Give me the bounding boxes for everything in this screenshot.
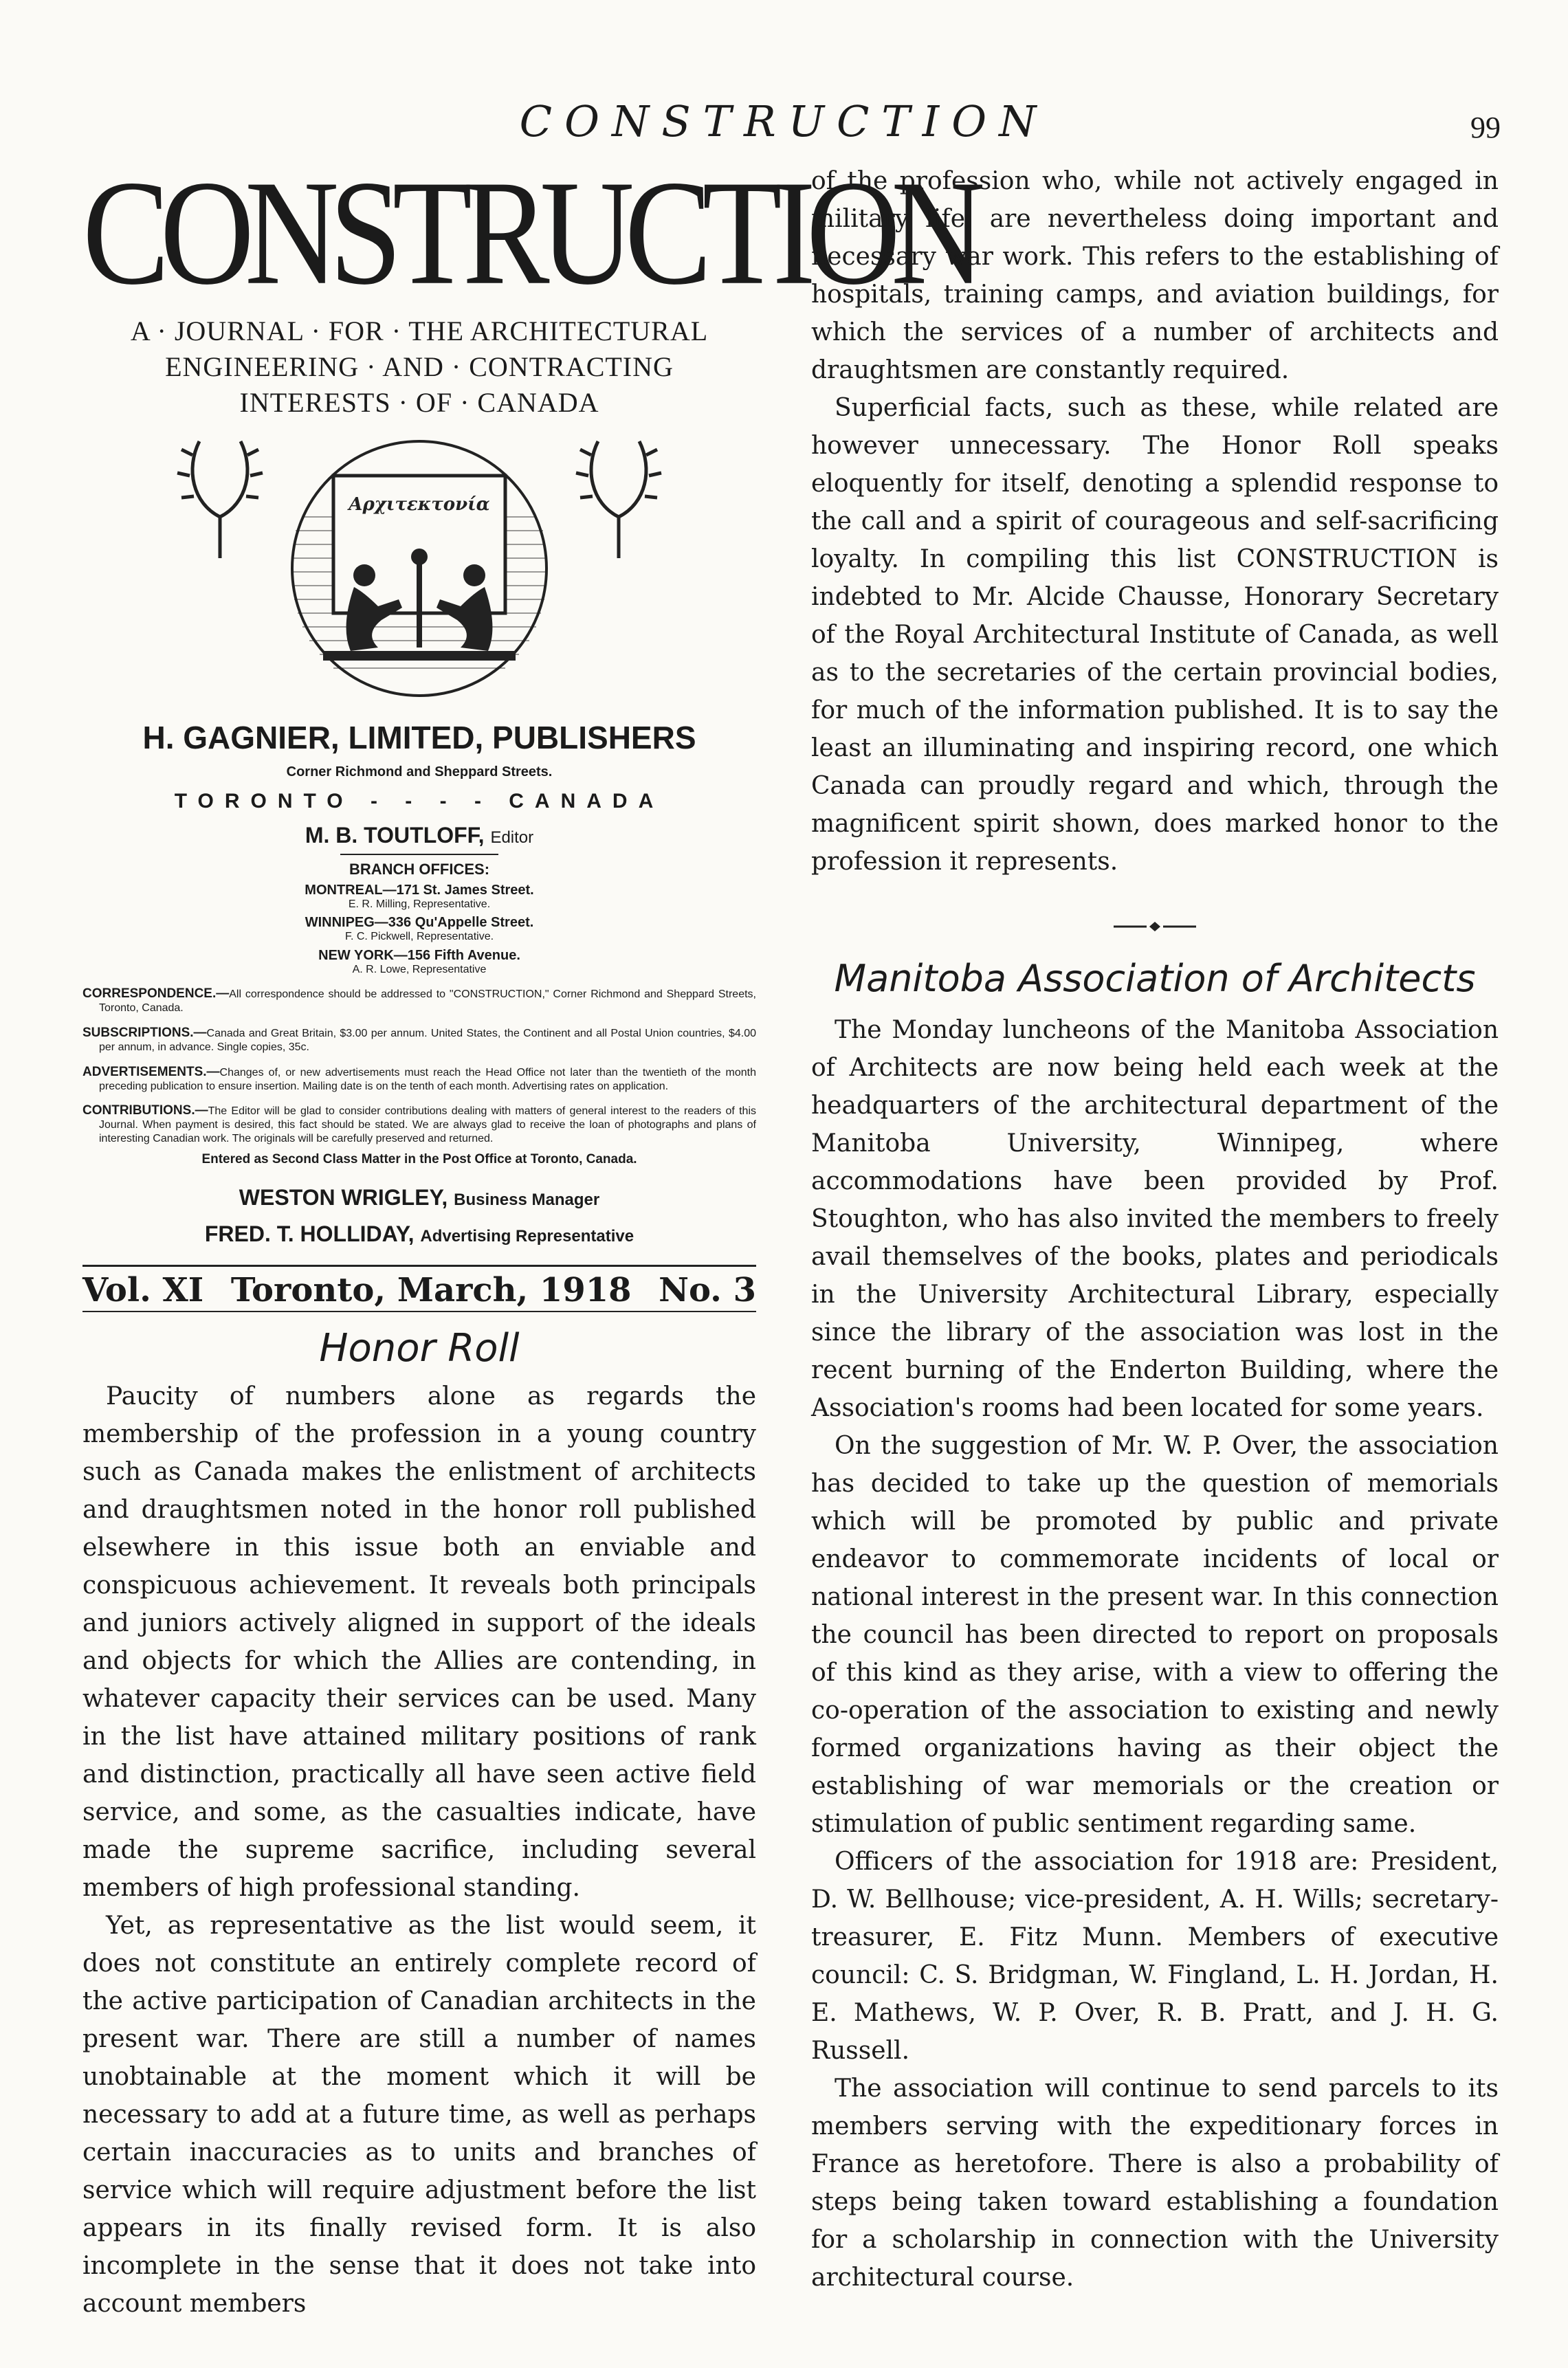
honor-roll-paragraph: Yet, as representative as the list would seem, it does not constitute an entirely complete record of the active participation of Canadian architects in the present war. There are still a number of names unobtainable at the moment which it will be necessary to add at a future time, as well as perhaps certain inaccuracies as to units and branches of service which will require adjustment before the list appears in its finally revised form. It is also incomplete in the sense that it does not take into account members — [82, 1912, 756, 2319]
divider — [82, 1311, 756, 1312]
publisher-city: TORONTO - - - - CANADA — [174, 790, 665, 812]
notice-label: CONTRIBUTIONS.— — [82, 1103, 208, 1118]
notice-contributions — [82, 1103, 756, 1145]
honor-roll-heading: Honor Roll — [319, 1326, 520, 1371]
page-number: 99 — [1470, 111, 1501, 144]
branch-city: WINNIPEG—336 Qu'Appelle Street. — [305, 915, 534, 931]
notice-label: SUBSCRIPTIONS.— — [82, 1025, 207, 1040]
ornament-icon — [1114, 920, 1196, 933]
emblem-inscription: Αρχιτεκτονία — [349, 494, 490, 515]
branch-office — [82, 948, 756, 976]
notice-subscriptions — [82, 1025, 756, 1054]
divider — [340, 854, 498, 855]
editor-role: Editor — [490, 828, 534, 847]
issue-line — [82, 1267, 756, 1311]
business-manager-role: Business Manager — [454, 1191, 600, 1210]
running-head: CONSTRUCTION — [519, 96, 1049, 146]
business-manager-credit — [82, 1185, 756, 1210]
manitoba-paragraph: On the suggestion of Mr. W. P. Over, the association has decided to take up the question of memorials which will be promoted by public and private endeavor to commemorate incidents of local or national interest in the present war. In this connection the council has been directed to report on proposals of this kind as they arise, with a view to offering the co-operation of the association to existing and newly formed organizations having as their object the establishing of war memorials or the creation or stimulation of public sentiment regarding same. — [811, 1432, 1499, 1838]
branch-representative: A. R. Lowe, Representative — [352, 963, 487, 975]
notice-correspondence — [82, 986, 756, 1015]
branch-representative: E. R. Milling, Representative. — [348, 898, 491, 910]
masthead-tagline — [82, 313, 756, 421]
notice-text: Changes of, or new advertisements must reach the Head Office not later than the twentieth of the month preceding publication to ensure insertion. Mailing date is on the tenth of each month. Advertising rates on application. — [99, 1066, 756, 1092]
tagline-line: A · JOURNAL · FOR · THE ARCHITECTURAL — [130, 316, 709, 346]
notice-advertisements — [82, 1064, 756, 1094]
notice-text: The Editor will be glad to consider contributions dealing with matters of general interest to the readers of this Journal. When payment is desired, this fact should be stated. We are always glad to receive the loan of photographs and plans of interesting Canadian work. The originals will be carefully preserved and returned. — [99, 1105, 756, 1144]
business-manager-name: WESTON WRIGLEY, — [239, 1185, 448, 1210]
advertising-rep-credit — [82, 1221, 756, 1247]
advertising-rep-name: FRED. T. HOLLIDAY, — [204, 1221, 415, 1247]
notice-text: All correspondence should be addressed to "CONSTRUCTION," Corner Richmond and Sheppard Streets, Toronto, Canada. — [99, 988, 756, 1015]
tagline-line: INTERESTS · OF · CANADA — [239, 387, 599, 418]
masthead-emblem-illustration — [158, 428, 681, 702]
publisher-name: H. GAGNIER, LIMITED, PUBLISHERS — [142, 720, 696, 755]
honor-roll-paragraph: Paucity of numbers alone as regards the membership of the profession in a young country such as Canada makes the enlistment of architects and draughtsmen noted in the honor roll published elsewhere in this issue both an enviable and conspicuous achievement. It reveals both principals and juniors actively aligned in support of the ideals and objects for which the Allies are contending, in whatever capacity their services can be used. Many in the list have attained military positions of rank and distinction, practically all have seen active field service, and some, as the casualties indicate, have made the supreme sacrifice, including several members of high professional standing. — [82, 1382, 756, 1903]
editor-credit — [82, 823, 756, 848]
issue-number: No. 3 — [659, 1271, 756, 1310]
tagline-line: ENGINEERING · AND · CONTRACTING — [165, 351, 674, 382]
publisher-address: Corner Richmond and Sheppard Streets. — [286, 764, 553, 779]
branch-offices-heading: BRANCH OFFICES: — [349, 861, 490, 878]
manitoba-heading: Manitoba Association of Architects — [834, 957, 1476, 1000]
honor-roll-continuation: of the profession who, while not actively engaged in military life, are nevertheless doing important and necessary war work. This refers to the establishing of hospitals, training camps, and aviation buildings, for which the services of a number of architects and draughtsmen are constantly required. — [811, 167, 1499, 384]
notice-label: CORRESPONDENCE.— — [82, 986, 230, 1002]
right-column — [811, 162, 1499, 2297]
issue-place-date: Toronto, March, 1918 — [230, 1271, 632, 1310]
notice-text: Canada and Great Britain, $3.00 per annum. United States, the Continent and all Postal Union countries, $4.00 per annum, in advance. Single copies, 35c. — [99, 1027, 756, 1054]
left-laurel-icon — [177, 441, 263, 558]
branch-office — [82, 915, 756, 943]
branch-city: MONTREAL—171 St. James Street. — [305, 883, 534, 898]
manitoba-paragraph: Officers of the association for 1918 are: President, D. W. Bellhouse; vice-president, A. H. Wills; secretary-treasurer, E. Fitz Munn. Members of executive council: C. S. Bridgman, W. Fingland, L. H. Jordan, H. E. Mathews, W. P. Over, R. B. Pratt, and J. H. G. Russell. — [811, 1848, 1499, 2065]
left-column — [82, 150, 976, 2323]
editor-name: M. B. TOUTLOFF, — [305, 823, 485, 848]
branch-city: NEW YORK—156 Fifth Avenue. — [318, 947, 520, 963]
advertising-rep-role: Advertising Representative — [420, 1227, 634, 1246]
honor-roll-continuation: Superficial facts, such as these, while related are however unnecessary. The Honor Roll speaks eloquently for itself, denoting a splendid response to the call and a spirit of courageous and self-sacrificing loyalty. In compiling this list CONSTRUCTION is indebted to Mr. Alcide Chausse, Honorary Secretary of the Royal Architectural Institute of Canada, as well as to the secretaries of the certain provincial bodies, for much of the information published. It is to say the least an illuminating and inspiring record, one which Canada can proudly regard and which, through the magnificent spirit shown, does marked honor to the profession it represents. — [811, 394, 1499, 876]
manitoba-paragraph: The association will continue to send parcels to its members serving with the expeditionary forces in France as heretofore. There is also a probability of steps being taken toward establishing a foundation for a scholarship in connection with the University architectural course. — [811, 2074, 1499, 2292]
branch-office — [82, 883, 756, 911]
right-laurel-icon — [576, 441, 661, 558]
section-divider-ornament — [811, 915, 1499, 939]
notice-label: ADVERTISEMENTS.— — [82, 1064, 220, 1079]
manitoba-paragraph: The Monday luncheons of the Manitoba Association of Architects are now being held each week at the headquarters of the architectural department of the Manitoba University, Winnipeg, where accommodations have been provided by Prof. Stoughton, who has also invited the members to freely avail themselves of the books, plates and periodicals in the University Architectural Library, especially since the library of the association was lost in the recent burning of the Enderton Building, where the Association's rooms had been located for some years. — [811, 1016, 1499, 1422]
branch-representative: F. C. Pickwell, Representative. — [344, 931, 494, 943]
masthead-title: CONSTRUCTION — [82, 150, 976, 316]
issue-volume: Vol. XI — [82, 1271, 204, 1310]
postal-entry-notice: Entered as Second Class Matter in the Post Office at Toronto, Canada. — [201, 1152, 637, 1167]
